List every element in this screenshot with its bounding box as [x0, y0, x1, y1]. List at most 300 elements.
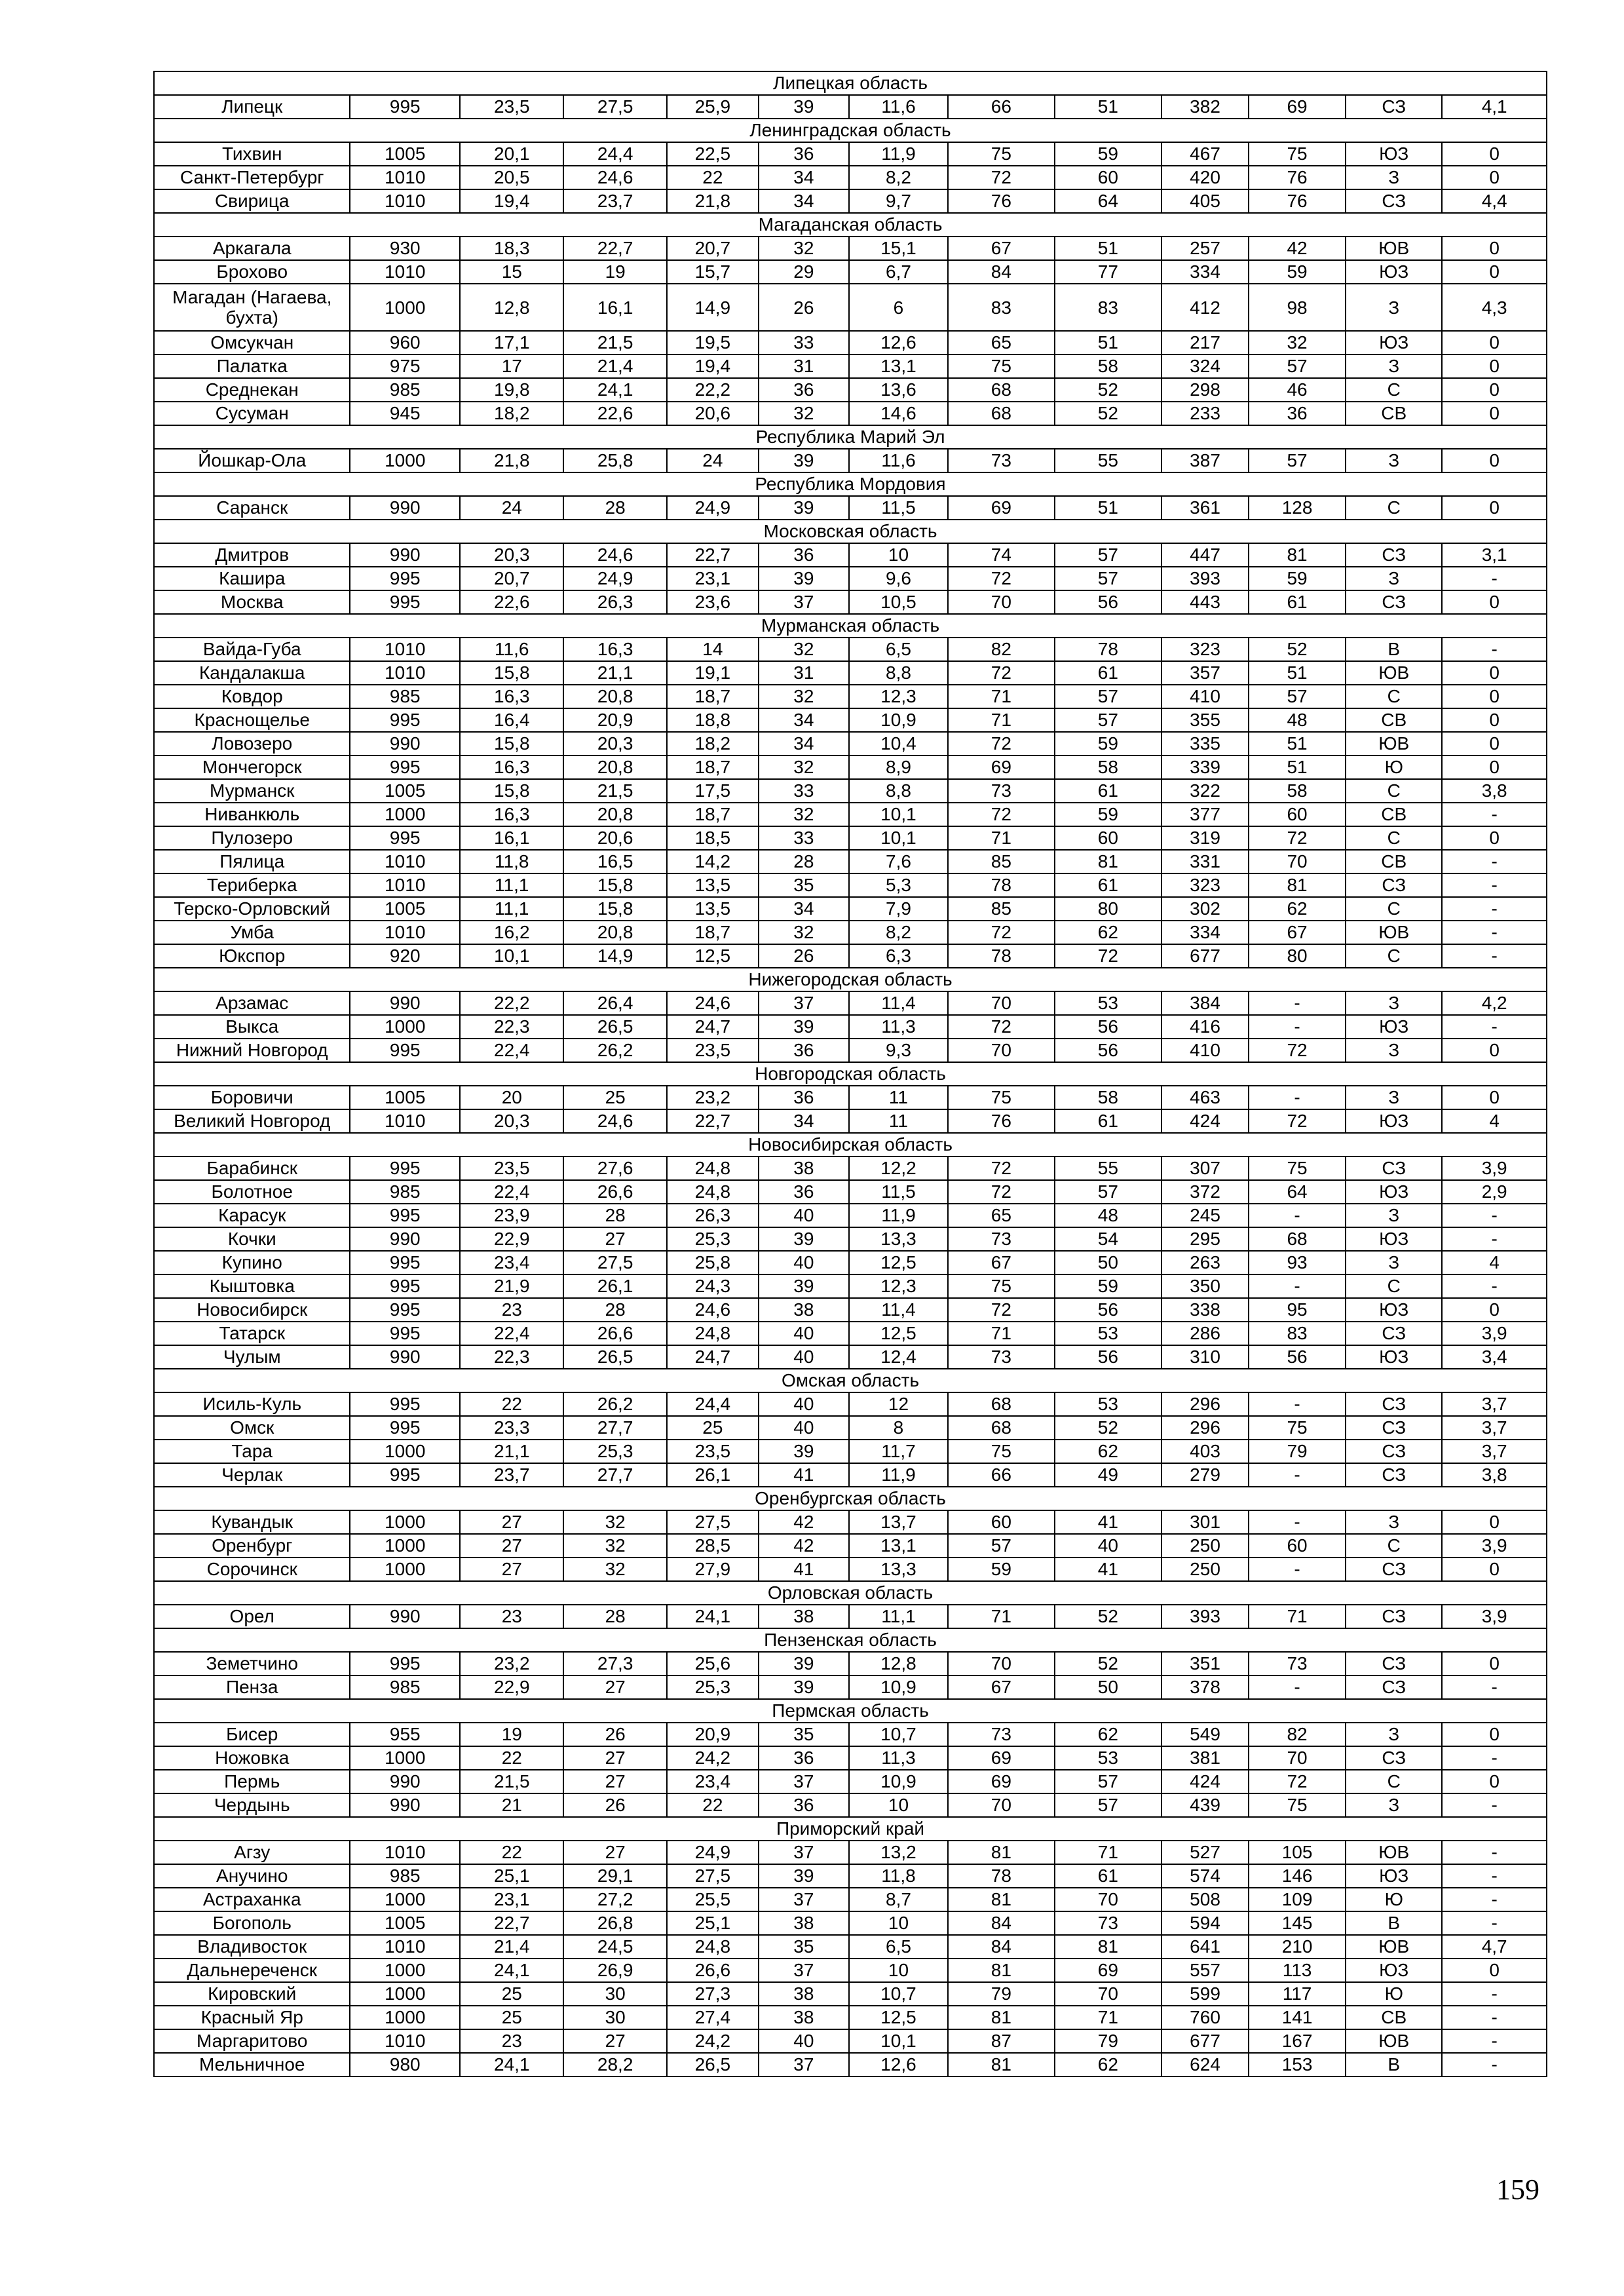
table-cell: 26,8 — [563, 1911, 666, 1935]
table-cell: 64 — [1249, 1180, 1346, 1204]
table-cell: 9,7 — [849, 189, 948, 213]
station-name-cell: Боровичи — [154, 1086, 350, 1109]
table-cell: 3,9 — [1442, 1322, 1547, 1345]
region-name: Ленинградская область — [154, 119, 1547, 142]
table-cell: 32 — [563, 1534, 666, 1558]
station-name-cell: Анучино — [154, 1864, 350, 1888]
table-cell: 13,1 — [849, 1534, 948, 1558]
table-cell: 350 — [1161, 1274, 1249, 1298]
table-cell: - — [1249, 1392, 1346, 1416]
page-number: 159 — [1496, 2173, 1539, 2206]
table-cell: 995 — [350, 1392, 460, 1416]
table-cell: 50 — [1055, 1675, 1162, 1699]
table-cell: 95 — [1249, 1298, 1346, 1322]
table-cell: 75 — [1249, 1793, 1346, 1817]
table-cell: ЮЗ — [1346, 1345, 1442, 1369]
table-cell: 72 — [948, 732, 1055, 756]
table-cell: 46 — [1249, 378, 1346, 402]
table-cell: 26,1 — [563, 1274, 666, 1298]
table-cell: 24,5 — [563, 1935, 666, 1959]
table-cell: 1000 — [350, 1440, 460, 1463]
table-cell: 27 — [563, 2029, 666, 2053]
table-cell: 10,9 — [849, 1675, 948, 1699]
region-name: Омская область — [154, 1369, 1547, 1392]
table-cell: 27,5 — [667, 1864, 759, 1888]
table-cell: ЮВ — [1346, 661, 1442, 685]
table-cell: - — [1442, 944, 1547, 968]
table-cell: 80 — [1249, 944, 1346, 968]
station-name-cell: Брохово — [154, 260, 350, 284]
table-cell: 27,6 — [563, 1157, 666, 1180]
table-cell: 57 — [1055, 708, 1162, 732]
table-cell: С — [1346, 1274, 1442, 1298]
table-cell: 57 — [1249, 449, 1346, 472]
region-header-row — [154, 213, 1547, 237]
region-name: Липецкая область — [154, 71, 1547, 95]
table-row — [154, 1534, 1547, 1558]
table-cell: 69 — [1249, 95, 1346, 119]
station-name-cell: Йошкар-Ола — [154, 449, 350, 472]
table-cell: 31 — [759, 661, 849, 685]
table-cell: 3,1 — [1442, 543, 1547, 567]
table-cell: 12,4 — [849, 1345, 948, 1369]
table-cell: 1010 — [350, 661, 460, 685]
table-cell: 22,7 — [667, 1109, 759, 1133]
table-cell: 28,5 — [667, 1534, 759, 1558]
table-cell: 25 — [460, 2006, 563, 2029]
table-cell: 14,2 — [667, 850, 759, 873]
table-cell: 1000 — [350, 2006, 460, 2029]
table-cell: 11,3 — [849, 1746, 948, 1770]
table-cell: 52 — [1055, 402, 1162, 425]
table-cell: 210 — [1249, 1935, 1346, 1959]
table-cell: 387 — [1161, 449, 1249, 472]
table-cell: ЮЗ — [1346, 142, 1442, 166]
station-name-cell: Черлак — [154, 1463, 350, 1487]
table-cell: СЗ — [1346, 873, 1442, 897]
table-cell: 3,4 — [1442, 1345, 1547, 1369]
table-cell: 30 — [563, 1982, 666, 2006]
table-cell: - — [1442, 1015, 1547, 1039]
table-cell: 11,9 — [849, 1463, 948, 1487]
table-cell: 21,1 — [460, 1440, 563, 1463]
table-cell: 14,9 — [563, 944, 666, 968]
table-cell: СЗ — [1346, 1157, 1442, 1180]
station-name-cell: Владивосток — [154, 1935, 350, 1959]
climate-data-table — [153, 71, 1547, 2077]
station-name-cell: Великий Новгород — [154, 1109, 350, 1133]
table-row — [154, 354, 1547, 378]
table-cell: 13,1 — [849, 354, 948, 378]
table-cell: 36 — [759, 1746, 849, 1770]
table-cell: 0 — [1442, 1298, 1547, 1322]
table-cell: 8,2 — [849, 921, 948, 944]
table-cell: 372 — [1161, 1180, 1249, 1204]
table-cell: 527 — [1161, 1841, 1249, 1864]
table-cell: СЗ — [1346, 1675, 1442, 1699]
table-cell: 25,3 — [667, 1675, 759, 1699]
table-cell: 20,8 — [563, 685, 666, 708]
table-cell: 990 — [350, 1227, 460, 1251]
table-cell: 71 — [948, 826, 1055, 850]
table-cell: ЮЗ — [1346, 260, 1442, 284]
table-row — [154, 590, 1547, 614]
table-cell: 416 — [1161, 1015, 1249, 1039]
table-cell: 6 — [849, 284, 948, 331]
table-cell: 70 — [948, 1652, 1055, 1675]
table-cell: 22 — [667, 1793, 759, 1817]
table-cell: 12,5 — [667, 944, 759, 968]
region-name: Мурманская область — [154, 614, 1547, 638]
region-header-row — [154, 614, 1547, 638]
table-cell: 990 — [350, 1345, 460, 1369]
table-cell: З — [1346, 567, 1442, 590]
table-cell: 677 — [1161, 944, 1249, 968]
table-cell: 55 — [1055, 1157, 1162, 1180]
table-cell: 25,8 — [667, 1251, 759, 1274]
region-name: Пермская область — [154, 1699, 1547, 1723]
table-cell: 20,5 — [460, 166, 563, 189]
table-cell: 21,5 — [563, 779, 666, 803]
station-name-cell: Вайда-Губа — [154, 638, 350, 661]
station-name-cell: Сусуман — [154, 402, 350, 425]
table-row — [154, 95, 1547, 119]
table-cell: 34 — [759, 897, 849, 921]
table-cell: 34 — [759, 166, 849, 189]
table-cell: 40 — [1055, 1534, 1162, 1558]
table-row — [154, 873, 1547, 897]
table-cell: 25 — [563, 1086, 666, 1109]
station-name-cell: Барабинск — [154, 1157, 350, 1180]
table-cell: 67 — [948, 237, 1055, 260]
table-cell: 54 — [1055, 1227, 1162, 1251]
table-cell: - — [1442, 638, 1547, 661]
table-cell: З — [1346, 1793, 1442, 1817]
table-cell: 24,8 — [667, 1157, 759, 1180]
table-cell: 24 — [667, 449, 759, 472]
table-cell: 11,8 — [849, 1864, 948, 1888]
table-row — [154, 1204, 1547, 1227]
table-cell: 72 — [1249, 1109, 1346, 1133]
table-cell: 26 — [563, 1723, 666, 1746]
table-cell: 141 — [1249, 2006, 1346, 2029]
region-header-row — [154, 1628, 1547, 1652]
region-name: Нижегородская область — [154, 968, 1547, 991]
table-cell: 1010 — [350, 921, 460, 944]
table-cell: 23,5 — [667, 1039, 759, 1062]
table-cell: 69 — [948, 1770, 1055, 1793]
table-cell: 990 — [350, 543, 460, 567]
table-cell: 11,1 — [460, 897, 563, 921]
table-cell: 384 — [1161, 991, 1249, 1015]
table-cell: 11,6 — [849, 449, 948, 472]
region-header-row — [154, 1487, 1547, 1510]
table-cell: С — [1346, 685, 1442, 708]
table-cell: 985 — [350, 685, 460, 708]
station-name-cell: Ковдор — [154, 685, 350, 708]
table-cell: 52 — [1055, 1652, 1162, 1675]
table-cell: 84 — [948, 1911, 1055, 1935]
station-name-cell: Красный Яр — [154, 2006, 350, 2029]
table-cell: - — [1442, 567, 1547, 590]
table-cell: 81 — [948, 1959, 1055, 1982]
table-cell: 71 — [948, 685, 1055, 708]
station-name-cell: Кандалакша — [154, 661, 350, 685]
table-cell: 51 — [1249, 756, 1346, 779]
table-cell: 995 — [350, 708, 460, 732]
table-cell: 1010 — [350, 850, 460, 873]
station-name-cell: Кочки — [154, 1227, 350, 1251]
table-cell: 78 — [948, 1864, 1055, 1888]
table-cell: 41 — [1055, 1510, 1162, 1534]
table-cell: 49 — [1055, 1463, 1162, 1487]
table-cell: 301 — [1161, 1510, 1249, 1534]
table-cell: 58 — [1055, 756, 1162, 779]
table-cell: 3,8 — [1442, 1463, 1547, 1487]
table-row — [154, 1652, 1547, 1675]
table-cell: 382 — [1161, 95, 1249, 119]
table-cell: 57 — [1055, 567, 1162, 590]
table-cell: 995 — [350, 1204, 460, 1227]
table-cell: 4,4 — [1442, 189, 1547, 213]
table-cell: 51 — [1249, 661, 1346, 685]
table-cell: 1000 — [350, 1558, 460, 1581]
table-cell: 36 — [759, 543, 849, 567]
table-cell: 217 — [1161, 331, 1249, 354]
region-header-row — [154, 1699, 1547, 1723]
table-cell: 71 — [1055, 2006, 1162, 2029]
table-row — [154, 756, 1547, 779]
table-cell: 34 — [759, 1109, 849, 1133]
table-cell: 11,1 — [849, 1605, 948, 1628]
station-name-cell: Земетчино — [154, 1652, 350, 1675]
table-cell: 24,4 — [563, 142, 666, 166]
table-cell: 10,1 — [849, 2029, 948, 2053]
table-cell: 24,6 — [667, 991, 759, 1015]
table-cell: 1010 — [350, 638, 460, 661]
table-cell: 75 — [1249, 1157, 1346, 1180]
table-cell: 32 — [1249, 331, 1346, 354]
table-row — [154, 543, 1547, 567]
table-cell: 6,7 — [849, 260, 948, 284]
table-cell: 24,8 — [667, 1180, 759, 1204]
table-row — [154, 1723, 1547, 1746]
table-cell: 995 — [350, 1652, 460, 1675]
table-cell: 24,9 — [563, 567, 666, 590]
table-cell: 1010 — [350, 260, 460, 284]
station-name-cell: Аркагала — [154, 237, 350, 260]
table-cell: 72 — [1249, 826, 1346, 850]
table-cell: - — [1249, 1463, 1346, 1487]
table-cell: ЮВ — [1346, 2029, 1442, 2053]
table-cell: 56 — [1249, 1345, 1346, 1369]
table-cell: 3,7 — [1442, 1440, 1547, 1463]
table-cell: 10,1 — [460, 944, 563, 968]
table-cell: 62 — [1249, 897, 1346, 921]
table-cell: 38 — [759, 1298, 849, 1322]
table-cell: 0 — [1442, 1723, 1547, 1746]
table-cell: 21,9 — [460, 1274, 563, 1298]
table-cell: 296 — [1161, 1392, 1249, 1416]
table-cell: 27,5 — [563, 1251, 666, 1274]
table-cell: 38 — [759, 1982, 849, 2006]
table-cell: - — [1442, 850, 1547, 873]
station-name-cell: Выкса — [154, 1015, 350, 1039]
table-cell: 39 — [759, 1440, 849, 1463]
table-cell: 233 — [1161, 402, 1249, 425]
station-name-cell: Исиль-Куль — [154, 1392, 350, 1416]
table-cell: 41 — [759, 1558, 849, 1581]
table-cell: 624 — [1161, 2053, 1249, 2076]
table-cell: 28 — [563, 496, 666, 520]
table-cell: С — [1346, 779, 1442, 803]
table-row — [154, 1675, 1547, 1699]
table-cell: В — [1346, 638, 1442, 661]
table-row — [154, 897, 1547, 921]
table-cell: 105 — [1249, 1841, 1346, 1864]
table-cell: 75 — [1249, 142, 1346, 166]
table-cell: 53 — [1055, 991, 1162, 1015]
table-cell: 334 — [1161, 260, 1249, 284]
table-cell: 995 — [350, 567, 460, 590]
table-cell: 19,5 — [667, 331, 759, 354]
table-cell: 599 — [1161, 1982, 1249, 2006]
table-cell: 35 — [759, 1723, 849, 1746]
table-cell: 412 — [1161, 284, 1249, 331]
region-header-row — [154, 472, 1547, 496]
table-cell: 985 — [350, 378, 460, 402]
table-cell: 17 — [460, 354, 563, 378]
table-cell: 13,7 — [849, 1510, 948, 1534]
table-cell: 18,7 — [667, 685, 759, 708]
table-cell: 27,9 — [667, 1558, 759, 1581]
table-cell: 27,5 — [563, 95, 666, 119]
table-cell: 357 — [1161, 661, 1249, 685]
table-cell: 21,5 — [563, 331, 666, 354]
table-cell: 995 — [350, 1251, 460, 1274]
table-cell: 19 — [460, 1723, 563, 1746]
table-cell: 11,6 — [460, 638, 563, 661]
table-cell: 14,9 — [667, 284, 759, 331]
table-cell: 10,9 — [849, 1770, 948, 1793]
table-cell: - — [1442, 2029, 1547, 2053]
table-cell: 14,6 — [849, 402, 948, 425]
table-cell: 27,2 — [563, 1888, 666, 1911]
table-cell: 34 — [759, 732, 849, 756]
table-cell: 12,3 — [849, 685, 948, 708]
table-row — [154, 991, 1547, 1015]
table-cell: 1005 — [350, 142, 460, 166]
table-cell: С — [1346, 496, 1442, 520]
station-name-cell: Кыштовка — [154, 1274, 350, 1298]
table-cell: 15,8 — [563, 873, 666, 897]
table-cell: 1005 — [350, 779, 460, 803]
table-cell: ЮВ — [1346, 921, 1442, 944]
table-cell: 995 — [350, 1416, 460, 1440]
table-cell: 995 — [350, 1157, 460, 1180]
table-cell: 62 — [1055, 2053, 1162, 2076]
table-cell: 75 — [948, 354, 1055, 378]
table-cell: 72 — [948, 1157, 1055, 1180]
table-cell: 960 — [350, 331, 460, 354]
table-cell: 8 — [849, 1416, 948, 1440]
table-cell: 76 — [1249, 189, 1346, 213]
station-name-cell: Чулым — [154, 1345, 350, 1369]
table-cell: 59 — [948, 1558, 1055, 1581]
table-cell: З — [1346, 1510, 1442, 1534]
table-cell: ЮЗ — [1346, 1298, 1442, 1322]
table-cell: 68 — [948, 1392, 1055, 1416]
table-cell: 338 — [1161, 1298, 1249, 1322]
region-header-row — [154, 1817, 1547, 1841]
table-cell: 20,3 — [460, 1109, 563, 1133]
table-cell: 27 — [563, 1841, 666, 1864]
table-cell: 167 — [1249, 2029, 1346, 2053]
table-cell: - — [1249, 1086, 1346, 1109]
table-cell: 18,5 — [667, 826, 759, 850]
table-cell: 81 — [1055, 850, 1162, 873]
table-cell: 12,5 — [849, 1322, 948, 1345]
table-cell: 69 — [948, 756, 1055, 779]
table-cell: 24,8 — [667, 1935, 759, 1959]
table-cell: 61 — [1055, 1109, 1162, 1133]
table-cell: 8,9 — [849, 756, 948, 779]
table-cell: 22,4 — [460, 1180, 563, 1204]
table-row — [154, 803, 1547, 826]
table-cell: 1000 — [350, 449, 460, 472]
table-cell: 48 — [1249, 708, 1346, 732]
table-cell: - — [1249, 1558, 1346, 1581]
table-cell: 12 — [849, 1392, 948, 1416]
table-cell: 40 — [759, 1204, 849, 1227]
table-cell: 410 — [1161, 1039, 1249, 1062]
table-cell: 67 — [948, 1251, 1055, 1274]
table-cell: 113 — [1249, 1959, 1346, 1982]
station-name-cell: Среднекан — [154, 378, 350, 402]
table-cell: 39 — [759, 1864, 849, 1888]
station-name-cell: Оренбург — [154, 1534, 350, 1558]
table-cell: 19,8 — [460, 378, 563, 402]
table-cell: - — [1442, 1675, 1547, 1699]
table-cell: 72 — [948, 1180, 1055, 1204]
table-cell: 13,3 — [849, 1227, 948, 1251]
table-cell: 41 — [1055, 1558, 1162, 1581]
table-row — [154, 826, 1547, 850]
table-cell: 73 — [1055, 1911, 1162, 1935]
table-cell: 0 — [1442, 496, 1547, 520]
table-cell: 36 — [759, 1039, 849, 1062]
station-name-cell: Астраханка — [154, 1888, 350, 1911]
table-cell: 26 — [759, 284, 849, 331]
table-row — [154, 1841, 1547, 1864]
table-row — [154, 1440, 1547, 1463]
table-cell: 295 — [1161, 1227, 1249, 1251]
table-cell: 5,3 — [849, 873, 948, 897]
table-cell: 1005 — [350, 897, 460, 921]
table-cell: 25,6 — [667, 1652, 759, 1675]
table-cell: 24,2 — [667, 1746, 759, 1770]
table-cell: 1000 — [350, 1982, 460, 2006]
table-cell: 14 — [667, 638, 759, 661]
table-cell: 23,2 — [667, 1086, 759, 1109]
table-cell: 60 — [948, 1510, 1055, 1534]
table-cell: 56 — [1055, 1039, 1162, 1062]
table-cell: 28 — [563, 1204, 666, 1227]
table-cell: 307 — [1161, 1157, 1249, 1180]
table-cell: 6,5 — [849, 638, 948, 661]
table-cell: - — [1249, 1274, 1346, 1298]
table-cell: 21,5 — [460, 1770, 563, 1793]
